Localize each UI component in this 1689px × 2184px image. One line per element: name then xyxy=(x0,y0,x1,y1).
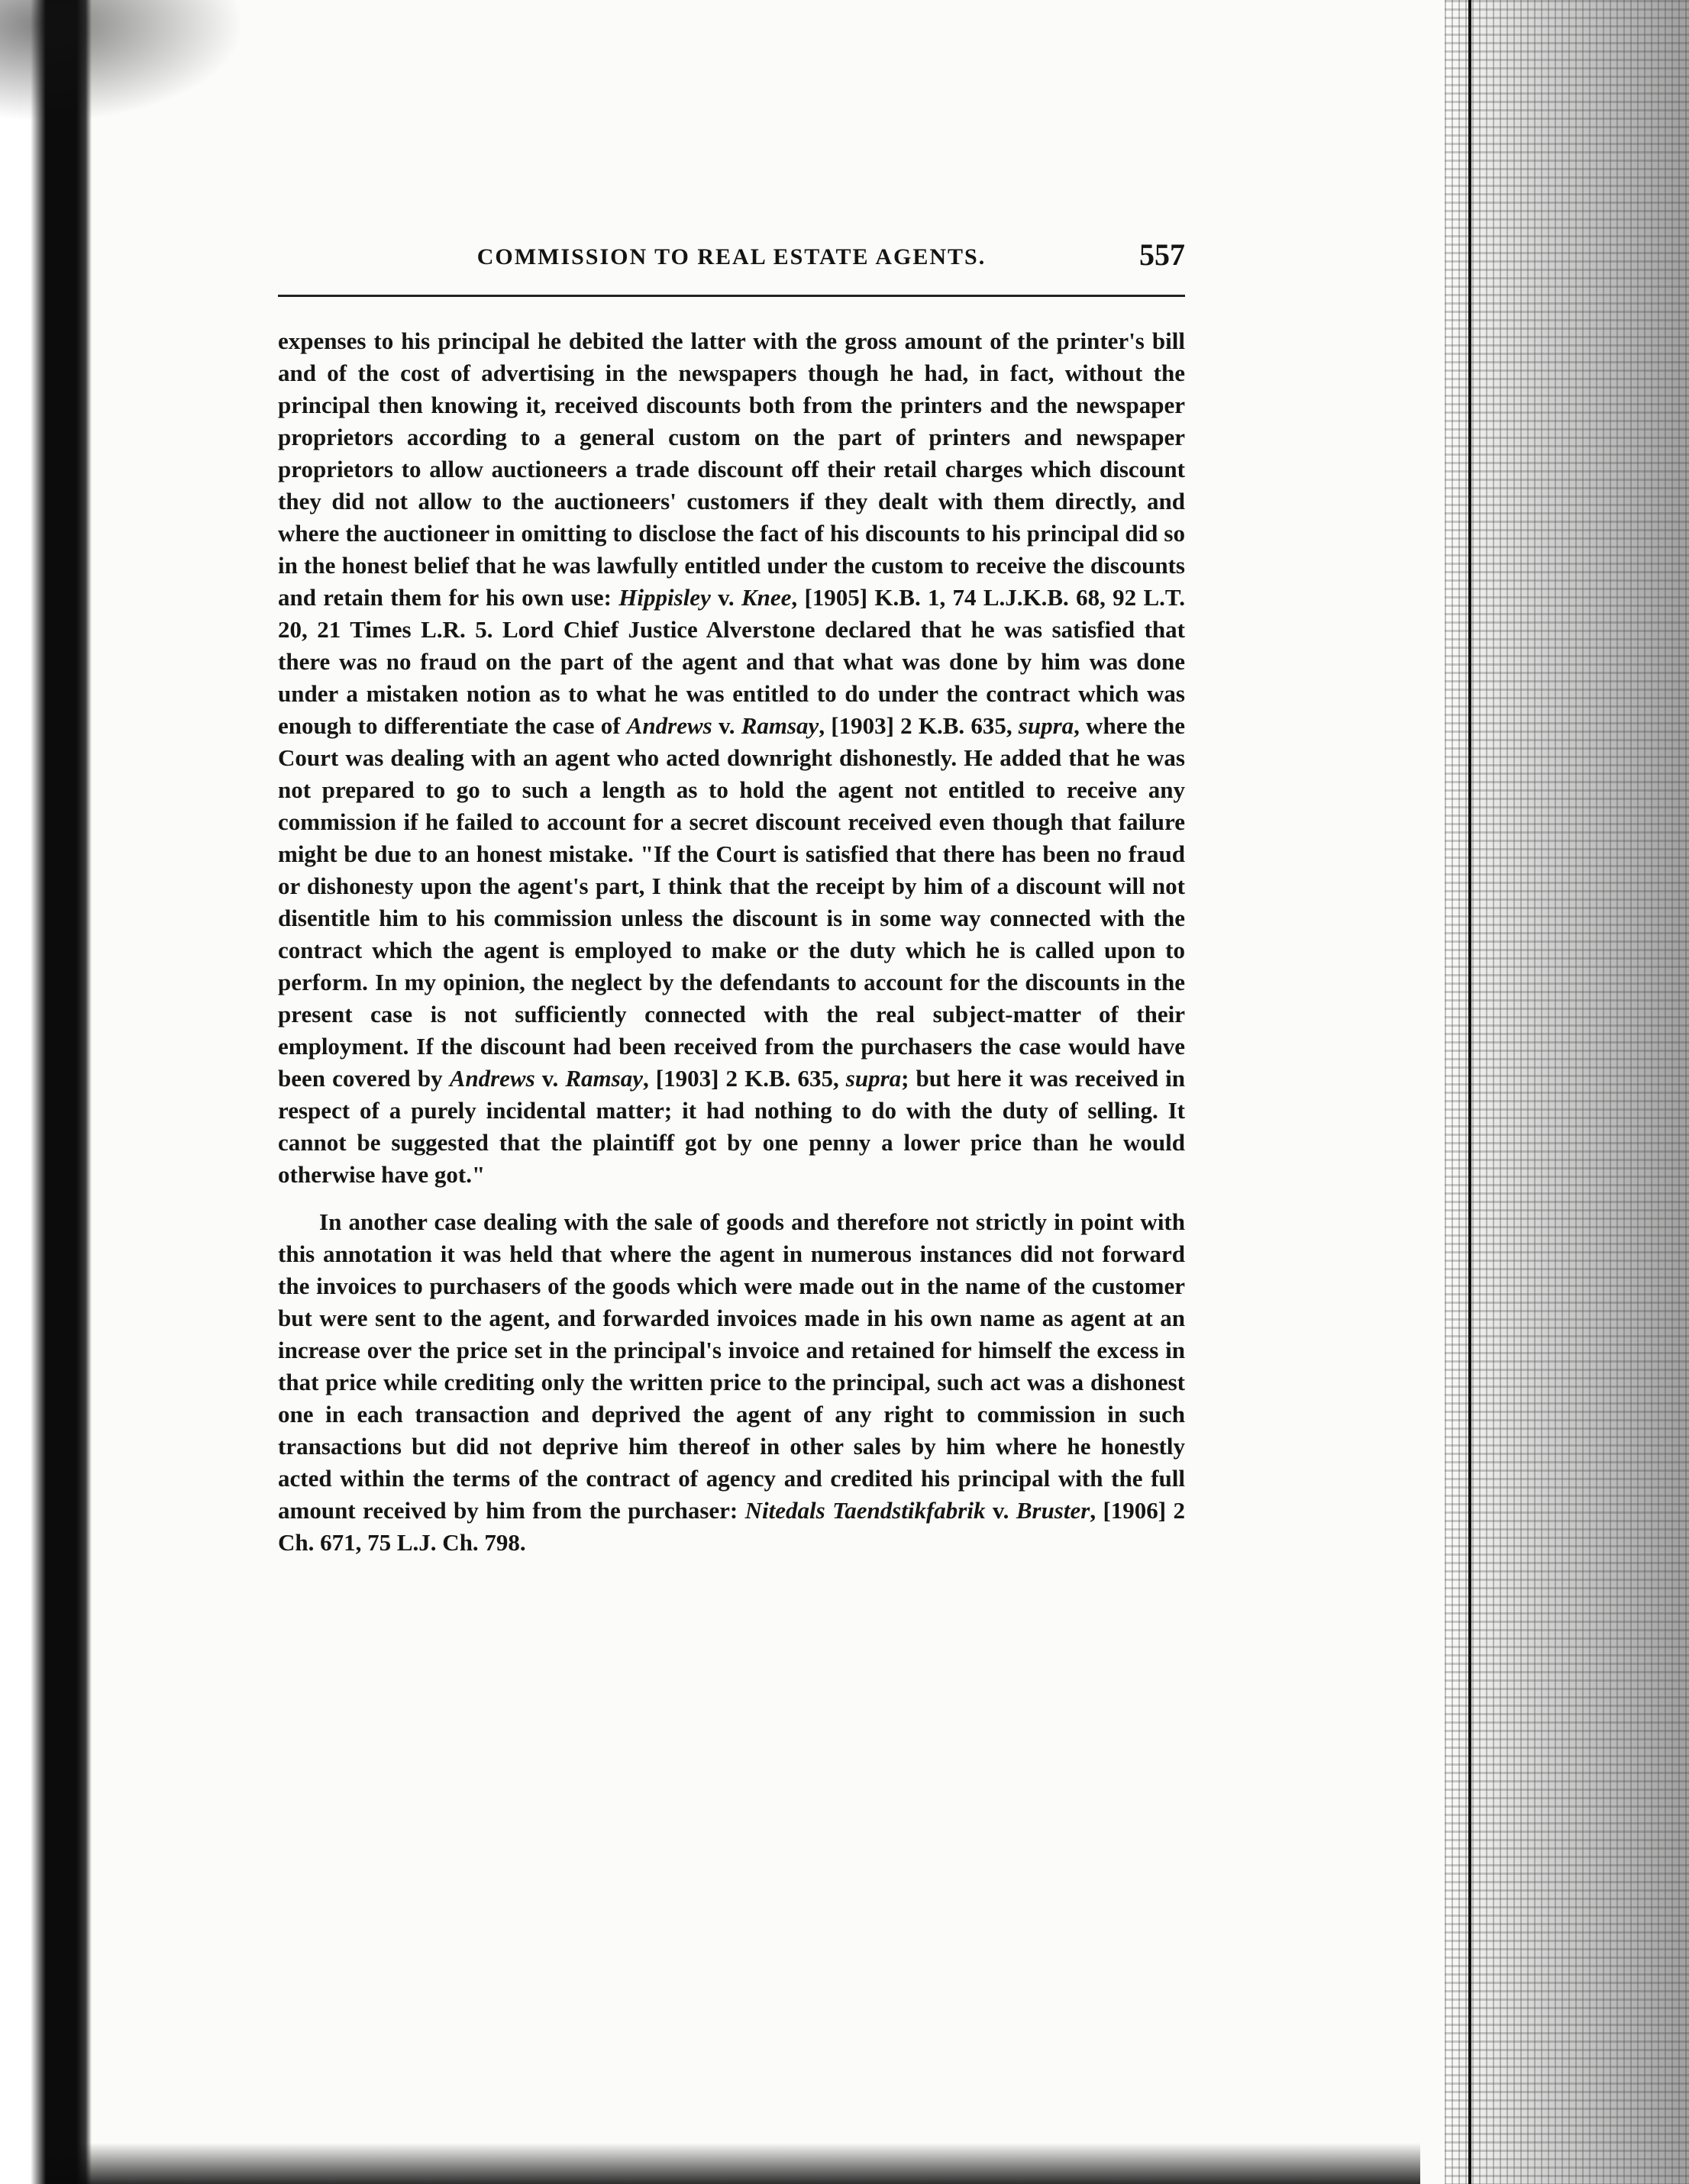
scan-shadow-bottom xyxy=(46,2115,1420,2184)
case-name-italic: Bruster xyxy=(1016,1497,1090,1524)
paragraph-2 xyxy=(278,1206,1185,1559)
page-header xyxy=(278,237,1185,287)
running-head: COMMISSION TO REAL ESTATE AGENTS. xyxy=(476,244,987,269)
case-name-italic: Ramsay xyxy=(565,1065,643,1092)
case-name-italic: Knee xyxy=(741,584,792,611)
page-binding-shadow xyxy=(0,0,92,2184)
text-segment: v. xyxy=(534,1065,566,1092)
page-edge-right xyxy=(1445,0,1689,2184)
text-segment: v. xyxy=(985,1497,1016,1524)
text-segment: ; but here it was received in respect of a purely incidental matter; it had nothing to do with the duty of selling. It cannot be suggested that the plaintiff got by one penny a lower price than he would otherwise have got." xyxy=(278,1065,1186,1188)
case-name-italic: Andrews xyxy=(626,712,712,739)
case-name-italic: supra xyxy=(845,1065,902,1092)
header-rule xyxy=(278,295,1185,297)
case-name-italic: Andrews xyxy=(449,1065,535,1092)
page-edge-line xyxy=(1468,0,1471,2184)
text-segment: , [1903] 2 K.B. 635, xyxy=(642,1065,846,1092)
case-name-italic: Hippisley xyxy=(618,584,711,611)
text-segment: v. xyxy=(712,712,741,739)
text-segment: , [1905] K.B. 1, 74 L.J.K.B. 68, 92 L.T. 20, 21 Times L.R. 5. Lord Chief Justice Alverstone declared that he was satisfied that there was no fraud on the part of the agent and that what was done by him was done under a mistaken notion as to what he was entitled to do under the contract which was enough to differentiate the case of xyxy=(278,584,1185,739)
text-segment: v. xyxy=(710,584,741,611)
text-segment: expenses to his principal he debited the latter with the gross amount of the printer's bill and of the cost of advertising in the newspapers though he had, in fact, without the principal then knowing it, received discounts both from the printers and the newspaper proprietors according to a general custom on the part of printers and newspaper proprietors to allow auctioneers a trade discount off their retail charges which discount they did not allow to the auctioneers' customers if they dealt with them directly, and where the auctioneer in omitting to disclose the fact of his discounts to his principal did so in the honest belief that he was lawfully entitled under the custom to receive the discounts and retain them for his own use: xyxy=(278,327,1185,611)
scan-shadow-top-left xyxy=(0,0,244,122)
paragraph-1 xyxy=(278,325,1185,1191)
text-segment: , [1903] 2 K.B. 635, xyxy=(819,712,1019,739)
body-text xyxy=(278,325,1185,1559)
text-segment: , [1906] 2 Ch. 671, 75 L.J. Ch. 798. xyxy=(278,1497,1185,1556)
text-segment: In another case dealing with the sale of goods and therefore not strictly in point with this annotation it was held that where the agent in numerous instances did not forward the invoices to purchasers of the goods which were made out in the name of the customer but were sent to the agent, and forwarded invoices made in his own name as agent at an increase over the price set in the principal's invoice and retained for himself the excess in that price while crediting only the written price to the principal, such act was a dishonest one in each transaction and deprived the agent of any right to commission in such transactions but did not deprive him thereof in other sales by him where he honestly acted within the terms of the contract of agency and credited his principal with the full amount received by him from the purchaser: xyxy=(278,1208,1185,1524)
text-segment: , where the Court was dealing with an agent who acted downright dishonestly. He added that he was not prepared to go to such a length as to hold the agent not entitled to receive any commission if he failed to account for a secret discount received even though that failure might be due to an honest mistake. "If the Court is satisfied that there has been no fraud or dishonesty upon the agent's part, I think that the receipt by him of a discount will not disentitle him to his commission unless the discount is in some way connected with the contract which the agent is employed to make or the duty which he is called upon to perform. In my opinion, the neglect by the defendants to account for the discounts in the present case is not sufficiently connected with the real subject-matter of their employment. If the discount had been received from the purchasers the case would have been covered by xyxy=(278,712,1185,1092)
case-name-italic: Nitedals Taendstikfabrik xyxy=(744,1497,986,1524)
case-name-italic: Ramsay xyxy=(741,712,819,739)
case-name-italic: supra xyxy=(1018,712,1074,739)
page-number: 557 xyxy=(1139,237,1185,272)
